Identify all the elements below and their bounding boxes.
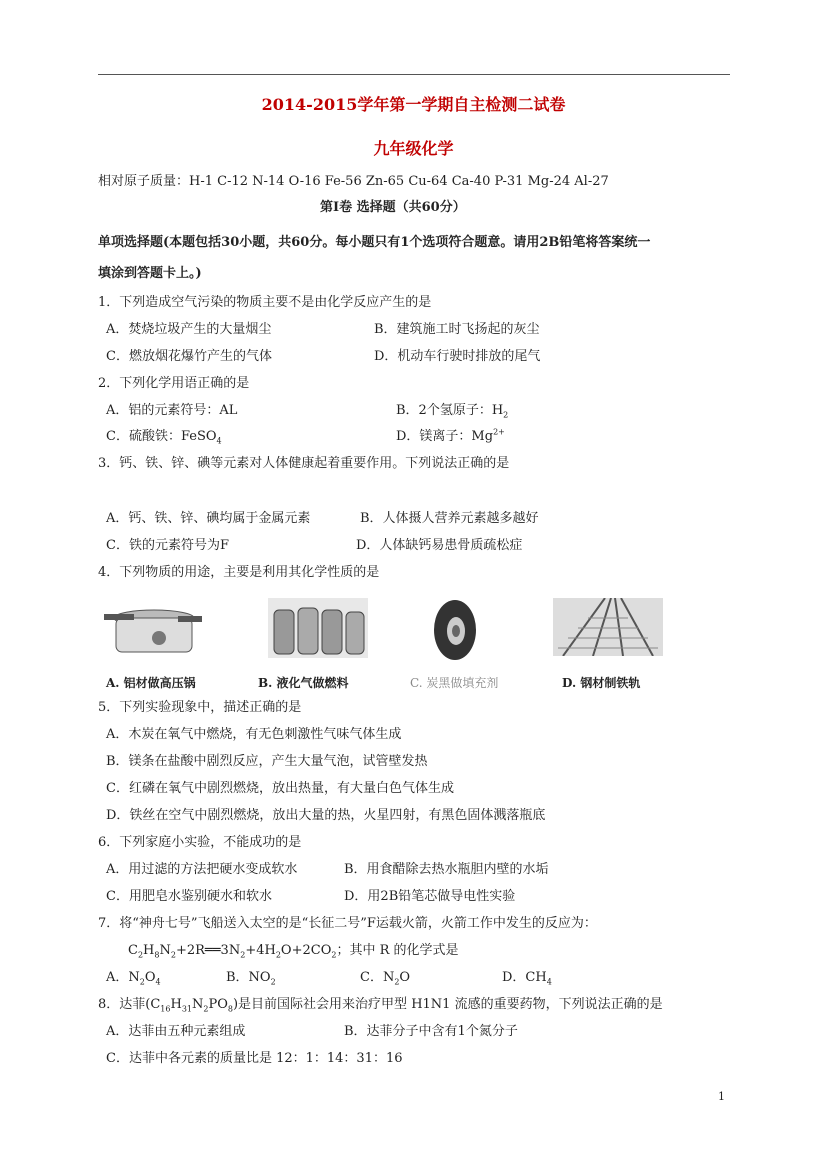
gas-cylinders-image: [268, 598, 368, 658]
tire-image: [432, 598, 478, 662]
q2-option-a: A．铝的元素符号：AL: [106, 403, 238, 418]
q7-option-c: C．$N_2O$: [360, 970, 411, 987]
q6-option-c: C．用肥皂水鉴别硬水和软水: [106, 889, 272, 904]
q3-option-b: B．人体摄人营养元素越多越好: [360, 511, 539, 526]
q1-option-a: A．焚烧垃圾产生的大量烟尘: [106, 322, 272, 337]
q7-equation: $C_2H_8N_2+2R══3N_2+4H_2O+2CO_2$；其中 R 的化学式是: [128, 943, 459, 960]
instructions-line-1: 单项选择题(本题包括30小题，共60分。每小题只有1个选项符合题意。请用2B铅笔将答案统一: [98, 235, 651, 250]
q6-stem: 6．下列家庭小实验，不能成功的是: [98, 835, 302, 850]
q3-option-d: D．人体缺钙易患骨质疏松症: [356, 538, 523, 553]
q4-option-a: A. 铝材做高压锅: [106, 676, 196, 690]
q1-option-d: D．机动车行驶时排放的尾气: [374, 349, 541, 364]
q6-option-a: A．用过滤的方法把硬水变成软水: [106, 862, 298, 877]
q4-option-c: C. 炭黑做填充剂: [410, 676, 499, 690]
q2-option-b: B．2个氢原子：$H_2$: [396, 403, 509, 420]
instructions-line-2: 填涂到答题卡上。): [98, 266, 202, 281]
q8-option-a: A．达菲由五种元素组成: [106, 1024, 246, 1039]
q4-stem: 4．下列物质的用途，主要是利用其化学性质的是: [98, 565, 380, 580]
q5-option-a: A．木炭在氧气中燃烧，有无色刺激性气味气体生成: [106, 727, 402, 742]
atomic-masses: 相对原子质量：H-1 C-12 N-14 O-16 Fe-56 Zn-65 Cu-64 Ca-40 P-31 Mg-24 Al-27: [98, 174, 609, 189]
q1-stem: 1．下列造成空气污染的物质主要不是由化学反应产生的是: [98, 295, 432, 310]
page-number: 1: [718, 1090, 725, 1103]
q5-option-b: B．镁条在盐酸中剧烈反应，产生大量气泡，试管壁发热: [106, 754, 428, 769]
q5-option-c: C．红磷在氧气中剧烈燃烧，放出热量，有大量白色气体生成: [106, 781, 454, 796]
q1-option-c: C．燃放烟花爆竹产生的气体: [106, 349, 272, 364]
q7-stem: 7．将“神舟七号”飞船送入太空的是“长征二号”F运载火箭，火箭工作中发生的反应为：: [98, 916, 597, 931]
q4-option-b: B. 液化气做燃料: [258, 676, 349, 690]
q1-option-b: B．建筑施工时飞扬起的灰尘: [374, 322, 540, 337]
q8-option-b: B．达菲分子中含有1个氮分子: [344, 1024, 518, 1039]
section-heading: 第Ⅰ卷 选择题（共60分）: [320, 200, 466, 215]
q5-option-d: D．铁丝在空气中剧烈燃烧，放出大量的热，火星四射，有黑色固体溅落瓶底: [106, 808, 546, 823]
q3-option-a: A．钙、铁、锌、碘均属于金属元素: [106, 511, 311, 526]
q3-option-c: C．铁的元素符号为F: [106, 538, 229, 553]
railway-track-image: [553, 598, 663, 656]
q3-stem: 3．钙、铁、锌、碘等元素对人体健康起着重要作用。下列说法正确的是: [98, 456, 510, 471]
q2-option-d: D．镁离子：$Mg^{2+}$: [396, 427, 505, 444]
q4-option-d: D. 钢材制铁轨: [562, 676, 641, 690]
q2-stem: 2．下列化学用语正确的是: [98, 376, 250, 391]
q2-option-c: C．硫酸铁：FeSO$_4$: [106, 429, 222, 446]
q7-option-a: A．$N_2O_4$: [106, 970, 161, 987]
header-rule: [98, 74, 730, 75]
pressure-cooker-image: [104, 596, 202, 662]
exam-subtitle: 九年级化学: [373, 139, 454, 158]
q7-option-d: D．$CH_4$: [502, 970, 552, 987]
q7-option-b: B．$NO_2$: [226, 970, 276, 987]
q6-option-d: D．用2B铅笔芯做导电性实验: [344, 889, 516, 904]
q6-option-b: B．用食醋除去热水瓶胆内壁的水垢: [344, 862, 549, 877]
q8-option-c: C．达菲中各元素的质量比是 12：1：14：31：16: [106, 1051, 403, 1066]
exam-title: 2014-2015学年第一学期自主检测二试卷: [261, 95, 566, 114]
q5-stem: 5．下列实验现象中，描述正确的是: [98, 700, 302, 715]
q8-stem: 8．达菲$(C_{16}H_{31}N_2PO_8)$是目前国际社会用来治疗甲型 H1N1 流感的重要药物，下列说法正确的是: [98, 997, 663, 1014]
